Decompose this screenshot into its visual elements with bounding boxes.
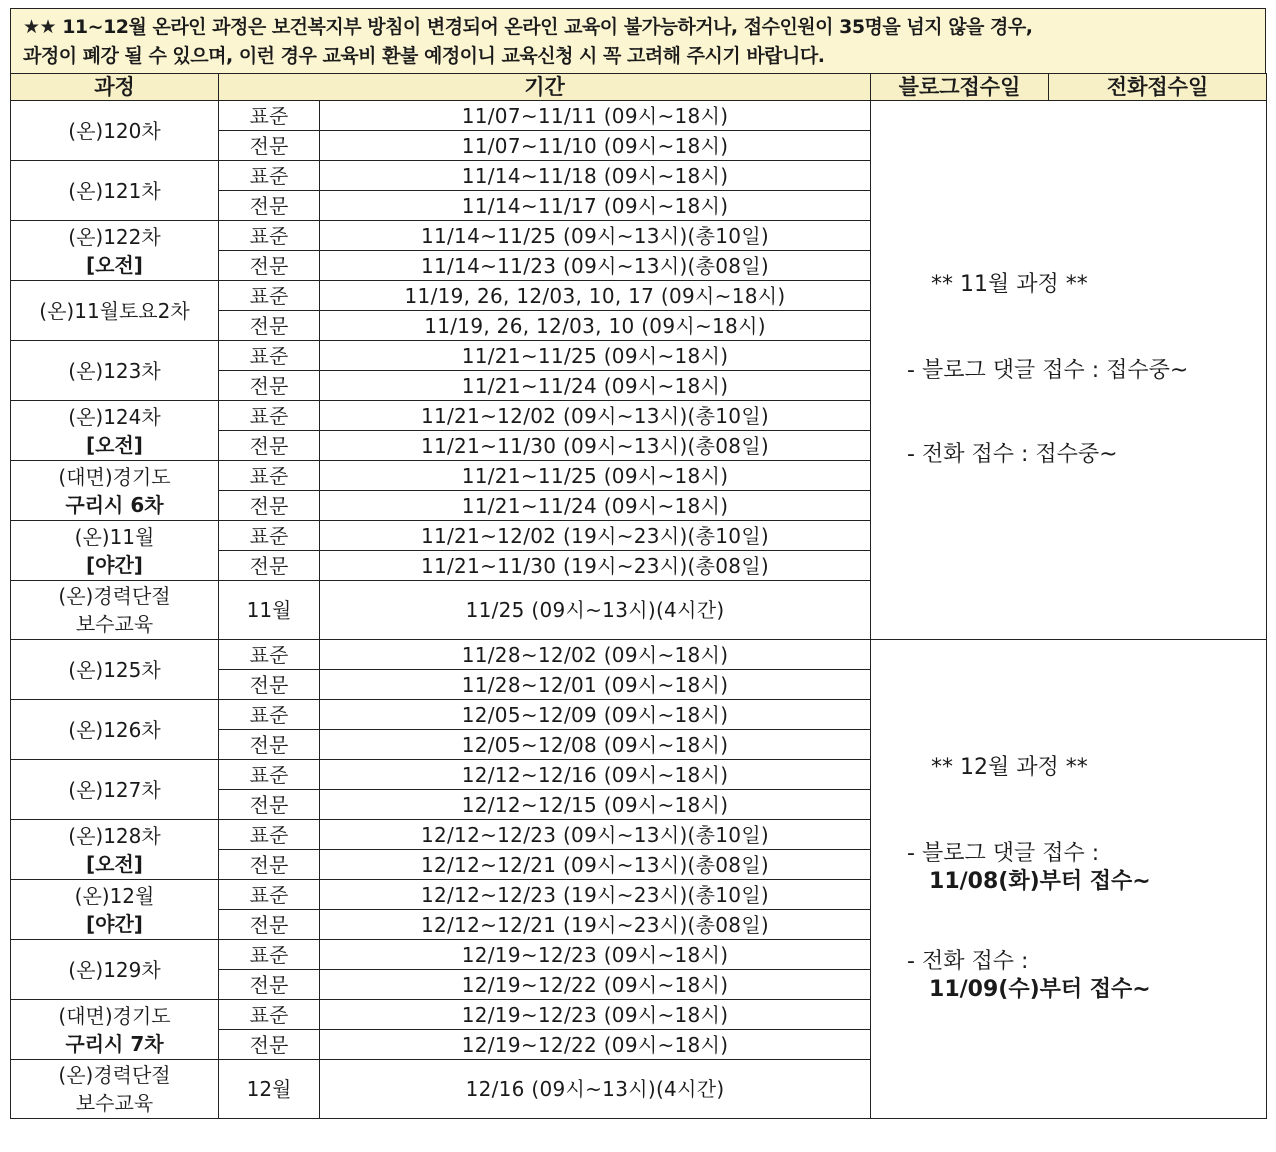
course-period: 11/14~11/23 (09시~13시)(총08일)	[320, 251, 871, 281]
header-period: 기간	[219, 74, 871, 101]
blog-registration-date: 11/08(화)부터 접수~	[929, 869, 1151, 894]
course-period: 11/25 (09시~13시)(4시간)	[320, 581, 871, 640]
course-type: 표준	[219, 820, 320, 850]
course-type: 표준	[219, 161, 320, 191]
course-period: 12/19~12/23 (09시~18시)	[320, 940, 871, 970]
star-icon: ★★	[23, 16, 57, 38]
table-row	[11, 101, 1267, 131]
course-period: 11/21~11/24 (09시~18시)	[320, 371, 871, 401]
course-name-cell	[11, 521, 219, 581]
course-period: 11/07~11/10 (09시~18시)	[320, 131, 871, 161]
course-name: (온)경력단절	[58, 584, 171, 608]
course-type: 전문	[219, 431, 320, 461]
course-type: 전문	[219, 371, 320, 401]
phone-registration: - 전화 접수 :	[907, 949, 1029, 974]
course-name-cell	[11, 940, 219, 1000]
course-name-cell	[11, 581, 219, 640]
course-type: 전문	[219, 191, 320, 221]
course-name: (온)121차	[68, 178, 161, 203]
course-type: 11월	[219, 581, 320, 640]
course-period: 12/19~12/23 (09시~18시)	[320, 1000, 871, 1030]
course-name-cell	[11, 461, 219, 521]
course-period: 11/28~12/02 (09시~18시)	[320, 640, 871, 670]
phone-registration: - 전화 접수 : 접수중~	[907, 442, 1118, 467]
course-period: 12/05~12/08 (09시~18시)	[320, 730, 871, 760]
course-period: 11/21~11/25 (09시~18시)	[320, 341, 871, 371]
schedule-body	[11, 101, 1267, 1119]
course-name-cell	[11, 1060, 219, 1119]
course-period: 12/19~12/22 (09시~18시)	[320, 1030, 871, 1060]
course-type: 전문	[219, 311, 320, 341]
course-name-cell	[11, 640, 219, 700]
course-period: 11/21~11/30 (19시~23시)(총08일)	[320, 551, 871, 581]
course-period: 11/14~11/17 (09시~18시)	[320, 191, 871, 221]
course-name: (온)경력단절	[58, 1063, 171, 1087]
course-name-cell	[11, 341, 219, 401]
course-period: 12/12~12/15 (09시~18시)	[320, 790, 871, 820]
course-name: (온)125차	[68, 657, 161, 682]
blog-registration: - 블로그 댓글 접수 :	[907, 841, 1100, 866]
course-name-cell	[11, 401, 219, 461]
course-name: (온)124차	[68, 404, 161, 429]
course-type: 표준	[219, 101, 320, 131]
course-name-sub: 보수교육	[75, 612, 154, 636]
course-period: 12/12~12/23 (09시~13시)(총10일)	[320, 820, 871, 850]
notice-line-2: 과정이 폐강 될 수 있으며, 이런 경우 교육비 환불 예정이니 교육신청 시 꼭 고려해 주시기 바랍니다.	[23, 45, 825, 67]
course-name: (온)11월토요2차	[39, 298, 190, 323]
notice-banner	[10, 8, 1266, 73]
course-name-sub: [오전]	[86, 851, 143, 876]
course-name-cell	[11, 281, 219, 341]
course-name-cell	[11, 1000, 219, 1060]
course-name: (온)120차	[68, 118, 161, 143]
course-period: 12/12~12/23 (19시~23시)(총10일)	[320, 880, 871, 910]
course-period: 12/05~12/09 (09시~18시)	[320, 700, 871, 730]
table-header-row	[11, 74, 1267, 101]
course-type: 표준	[219, 640, 320, 670]
course-type: 표준	[219, 221, 320, 251]
course-type: 전문	[219, 970, 320, 1000]
course-name-sub: [오전]	[86, 432, 143, 457]
course-type: 전문	[219, 491, 320, 521]
course-type: 전문	[219, 670, 320, 700]
course-type: 전문	[219, 910, 320, 940]
course-name-cell	[11, 820, 219, 880]
course-name-cell	[11, 880, 219, 940]
course-type: 표준	[219, 461, 320, 491]
course-type: 전문	[219, 1030, 320, 1060]
header-phone: 전화접수일	[1049, 74, 1267, 101]
course-name-sub: 보수교육	[75, 1091, 154, 1115]
course-name: (대면)경기도	[58, 464, 171, 489]
course-name-sub: [야간]	[86, 911, 143, 936]
course-name-cell	[11, 700, 219, 760]
course-period: 12/12~12/16 (09시~18시)	[320, 760, 871, 790]
course-name: (온)126차	[68, 717, 161, 742]
course-period: 12/12~12/21 (19시~23시)(총08일)	[320, 910, 871, 940]
course-name-cell	[11, 161, 219, 221]
course-name: (온)129차	[68, 957, 161, 982]
course-type: 표준	[219, 341, 320, 371]
course-type: 전문	[219, 551, 320, 581]
table-row	[11, 640, 1267, 670]
course-type: 표준	[219, 880, 320, 910]
course-period: 12/12~12/21 (09시~13시)(총08일)	[320, 850, 871, 880]
course-name: (온)127차	[68, 777, 161, 802]
course-period: 11/19, 26, 12/03, 10 (09시~18시)	[320, 311, 871, 341]
course-name-cell	[11, 760, 219, 820]
course-name-cell	[11, 101, 219, 161]
course-period: 11/21~12/02 (09시~13시)(총10일)	[320, 401, 871, 431]
header-blog: 블로그접수일	[871, 74, 1049, 101]
november-registration-note	[871, 101, 1267, 640]
course-period: 11/28~12/01 (09시~18시)	[320, 670, 871, 700]
course-type: 표준	[219, 1000, 320, 1030]
course-name: (온)123차	[68, 358, 161, 383]
course-period: 11/07~11/11 (09시~18시)	[320, 101, 871, 131]
course-period: 12/19~12/22 (09시~18시)	[320, 970, 871, 1000]
phone-registration-date: 11/09(수)부터 접수~	[929, 977, 1151, 1002]
course-name-sub: 구리시 7차	[65, 1031, 164, 1056]
course-type: 표준	[219, 401, 320, 431]
course-type: 표준	[219, 940, 320, 970]
course-period: 11/14~11/25 (09시~13시)(총10일)	[320, 221, 871, 251]
course-type: 표준	[219, 760, 320, 790]
course-name-sub: [야간]	[86, 552, 143, 577]
course-period: 11/19, 26, 12/03, 10, 17 (09시~18시)	[320, 281, 871, 311]
course-period: 11/21~11/24 (09시~18시)	[320, 491, 871, 521]
course-type: 전문	[219, 790, 320, 820]
course-type: 표준	[219, 700, 320, 730]
course-name: (온)12월	[74, 883, 155, 908]
december-registration-note	[871, 640, 1267, 1119]
schedule-sheet	[10, 8, 1266, 1119]
course-type: 표준	[219, 521, 320, 551]
header-course: 과정	[11, 74, 219, 101]
course-period: 11/14~11/18 (09시~18시)	[320, 161, 871, 191]
course-name: (온)122차	[68, 224, 161, 249]
course-period: 12/16 (09시~13시)(4시간)	[320, 1060, 871, 1119]
course-type: 전문	[219, 251, 320, 281]
course-type: 전문	[219, 850, 320, 880]
course-name: (온)11월	[74, 524, 155, 549]
course-period: 11/21~12/02 (19시~23시)(총10일)	[320, 521, 871, 551]
course-type: 전문	[219, 730, 320, 760]
course-period: 11/21~11/25 (09시~18시)	[320, 461, 871, 491]
course-name-sub: 구리시 6차	[65, 492, 164, 517]
december-section-title: ** 12월 과정 **	[931, 755, 1088, 780]
schedule-table	[10, 73, 1267, 1119]
course-type: 12월	[219, 1060, 320, 1119]
course-name-cell	[11, 221, 219, 281]
course-name: (대면)경기도	[58, 1003, 171, 1028]
notice-line-1: 11~12월 온라인 과정은 보건복지부 방침이 변경되어 온라인 교육이 불가능하거나, 접수인원이 35명을 넘지 않을 경우,	[62, 16, 1033, 38]
course-name: (온)128차	[68, 823, 161, 848]
course-type: 전문	[219, 131, 320, 161]
blog-registration: - 블로그 댓글 접수 : 접수중~	[907, 358, 1189, 383]
november-section-title: ** 11월 과정 **	[931, 272, 1088, 297]
course-name-sub: [오전]	[86, 252, 143, 277]
course-period: 11/21~11/30 (09시~13시)(총08일)	[320, 431, 871, 461]
course-type: 표준	[219, 281, 320, 311]
